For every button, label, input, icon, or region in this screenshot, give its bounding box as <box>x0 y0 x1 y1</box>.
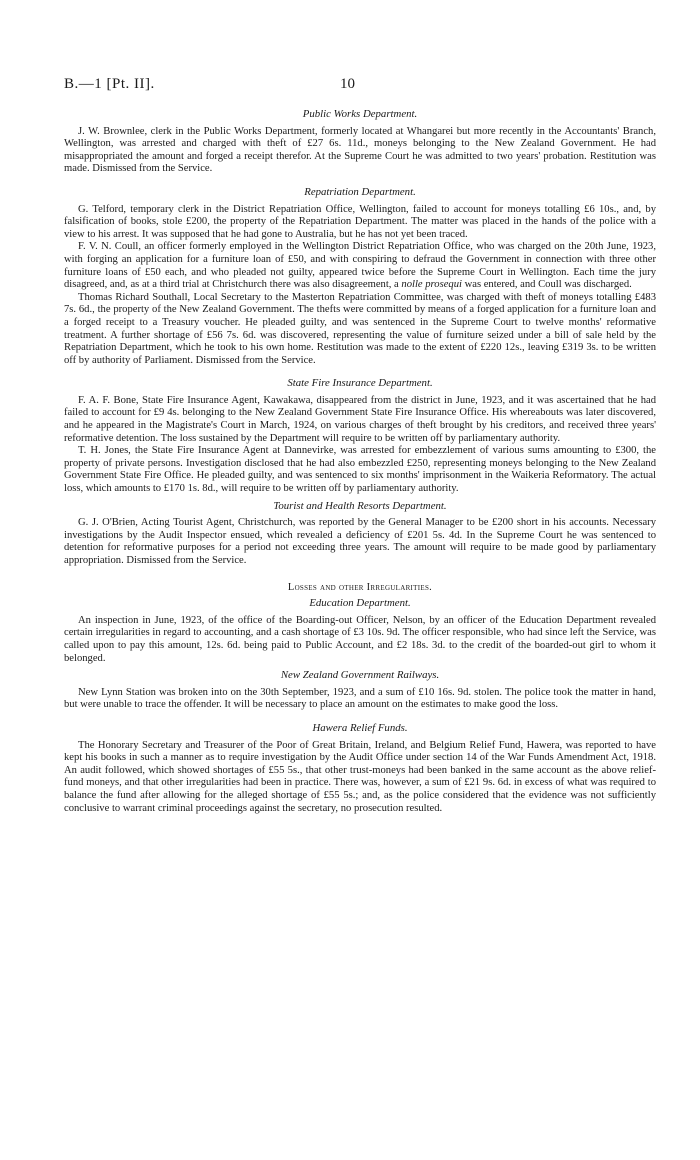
page-header <box>64 76 656 98</box>
page-number: 10 <box>340 76 355 92</box>
paragraph: An inspection in June, 1923, of the office of the Boarding-out Officer, Nelson, by an officer of the Education Department revealed certain irregularities in regard to accounting, and a cash shortage of £3 10s. 9d. The officer responsible, who had since left the Service, was called upon to pay this amount, 12s. 6d. being paid to Public Account, and £2 18s. 3d. to the credit of the boarded-out girl to whom it belonged. <box>64 614 656 664</box>
heading-text: Losses and other Irregularities. <box>287 581 433 593</box>
paragraph: G. Telford, temporary clerk in the District Repatriation Office, Wellington, failed to account for moneys totalling £6 10s., and, by falsification of books, stole £200, the property of the Repatriation Department. The matter was placed in the hands of the police with a view to his arrest. It was supposed that he had gone to Australia, but he has not yet been traced. <box>64 203 656 240</box>
section-title-hawera: Hawera Relief Funds. <box>312 721 408 734</box>
paragraph: T. H. Jones, the State Fire Insurance Agent at Dannevirke, was arrested for embezzlement of various sums amounting to £300, the property of private persons. Investigation disclosed that he had also embezzled £250, representing moneys belonging to the New Zealand Government State Fire Office. He pleaded guilty, and was sentenced to six months' imprisonment in the Waikeria Reformatory. The actual loss, which amounts to £170 1s. 8d., will require to be written off by parliamentary authority. <box>64 445 656 495</box>
section-title-tourist: Tourist and Health Resorts Department. <box>273 499 447 512</box>
document-reference: B.—1 [Pt. II]. <box>64 76 155 92</box>
section-title-repatriation: Repatriation Department. <box>304 185 416 198</box>
latin-term: nolle prosequi <box>401 279 462 291</box>
paragraph: New Lynn Station was broken into on the 30th September, 1923, and a sum of £10 16s. 9d. stolen. The police took the matter in hand, but were unable to trace the offender. It will be necessary to place an amount on the estimates to make good the loss. <box>64 686 656 711</box>
section-title-education: Education Department. <box>309 597 411 610</box>
paragraph <box>64 241 656 291</box>
paragraph-text: F. V. N. Coull, an officer formerly employed in the Wellington District Repatriation Office, who was charged on the 20th June, 1923, with forging an application for a furniture loan of £50, and with conspiring to defraud the Government in connection with three other furniture loans of £50 each, and who pleaded not guilty, appeared twice before the Supreme Court in Wellington. Each time the jury disagreed, and, as at a third trial at Christchurch there was also disagreement, a <box>64 241 656 291</box>
paragraph: The Honorary Secretary and Treasurer of the Poor of Great Britain, Ireland, and Belgium Relief Fund, Hawera, was reported to have kept his books in such a manner as to require investigation by the Audit Office under section 14 of the War Funds Amendment Act, 1918. An audit followed, which showed shortages of £55 5s., that other trust-moneys had been banked in the same account as the above relief-fund moneys, and that other irregularities had been in practice. There was, however, a sum of £21 9s. 6d. in excess of what was required to balance the fund after allowing for the alleged shortage of £55 5s.; and, as the police considered that the evidence was not sufficiently conclusive to warrant criminal proceedings against the secretary, no prosecution resulted. <box>64 739 656 814</box>
paragraph: G. J. O'Brien, Acting Tourist Agent, Christchurch, was reported by the General Manager to be £200 short in his accounts. Necessary investigations by the Audit Inspector ensued, which revealed a deficiency of £201 5s. 4d. In the Supreme Court he was sentenced to detention for reformative purposes for a period not exceeding three years. The amount will require to be made good by parliamentary appropriation. Dismissed from the Service. <box>64 517 656 566</box>
section-title-losses <box>64 582 656 595</box>
paragraph: F. A. F. Bone, State Fire Insurance Agent, Kawakawa, disappeared from the district in June, 1923, and it was ascertained that he had failed to account for £9 4s. belonging to the New Zealand Government State Fire Insurance Office. His whereabouts was later discovered, and he appeared in the Magistrate's Court in March, 1924, on various charges of theft brought by his creditors, and received three years' reformative detention. The loss sustained by the Department will require to be written off by parliamentary authority. <box>64 394 656 444</box>
paragraph: Thomas Richard Southall, Local Secretary to the Masterton Repatriation Committee, was charged with theft of moneys totalling £483 7s. 6d., the property of the New Zealand Government. The thefts were committed by means of a forged application for a furniture loan and a forged receipt to a Treasury voucher. He pleaded guilty, and was sentenced in the Supreme Court to twelve months' reformative treatment. A further shortage of £56 7s. 6d. was discovered, representing the value of furniture seized under a bill of sale held by the Repatriation Department, which he took to his own home. Restitution was made to the extent of £220 12s., leaving £319 3s. to be written off by authority of Parliament. Dismissed from the Service. <box>64 291 656 366</box>
section-title-public-works: Public Works Department. <box>302 108 418 120</box>
section-title-state-fire: State Fire Insurance Department. <box>287 377 433 390</box>
paragraph-text: was entered, and Coull was discharged. <box>461 279 632 291</box>
section-title-railways: New Zealand Government Railways. <box>280 669 440 682</box>
document-body <box>64 108 656 815</box>
paragraph: J. W. Brownlee, clerk in the Public Works Department, formerly located at Whangarei but more recently in the Accountants' Branch, Wellington, was arrested and charged with theft of £27 6s. 11d., moneys belonging to the New Zealand Government. He had misappropriated the amount and forged a receipt therefor. At the Supreme Court he was admitted to two years' probation. Restitution was made. Dismissed from the Service. <box>64 125 656 175</box>
